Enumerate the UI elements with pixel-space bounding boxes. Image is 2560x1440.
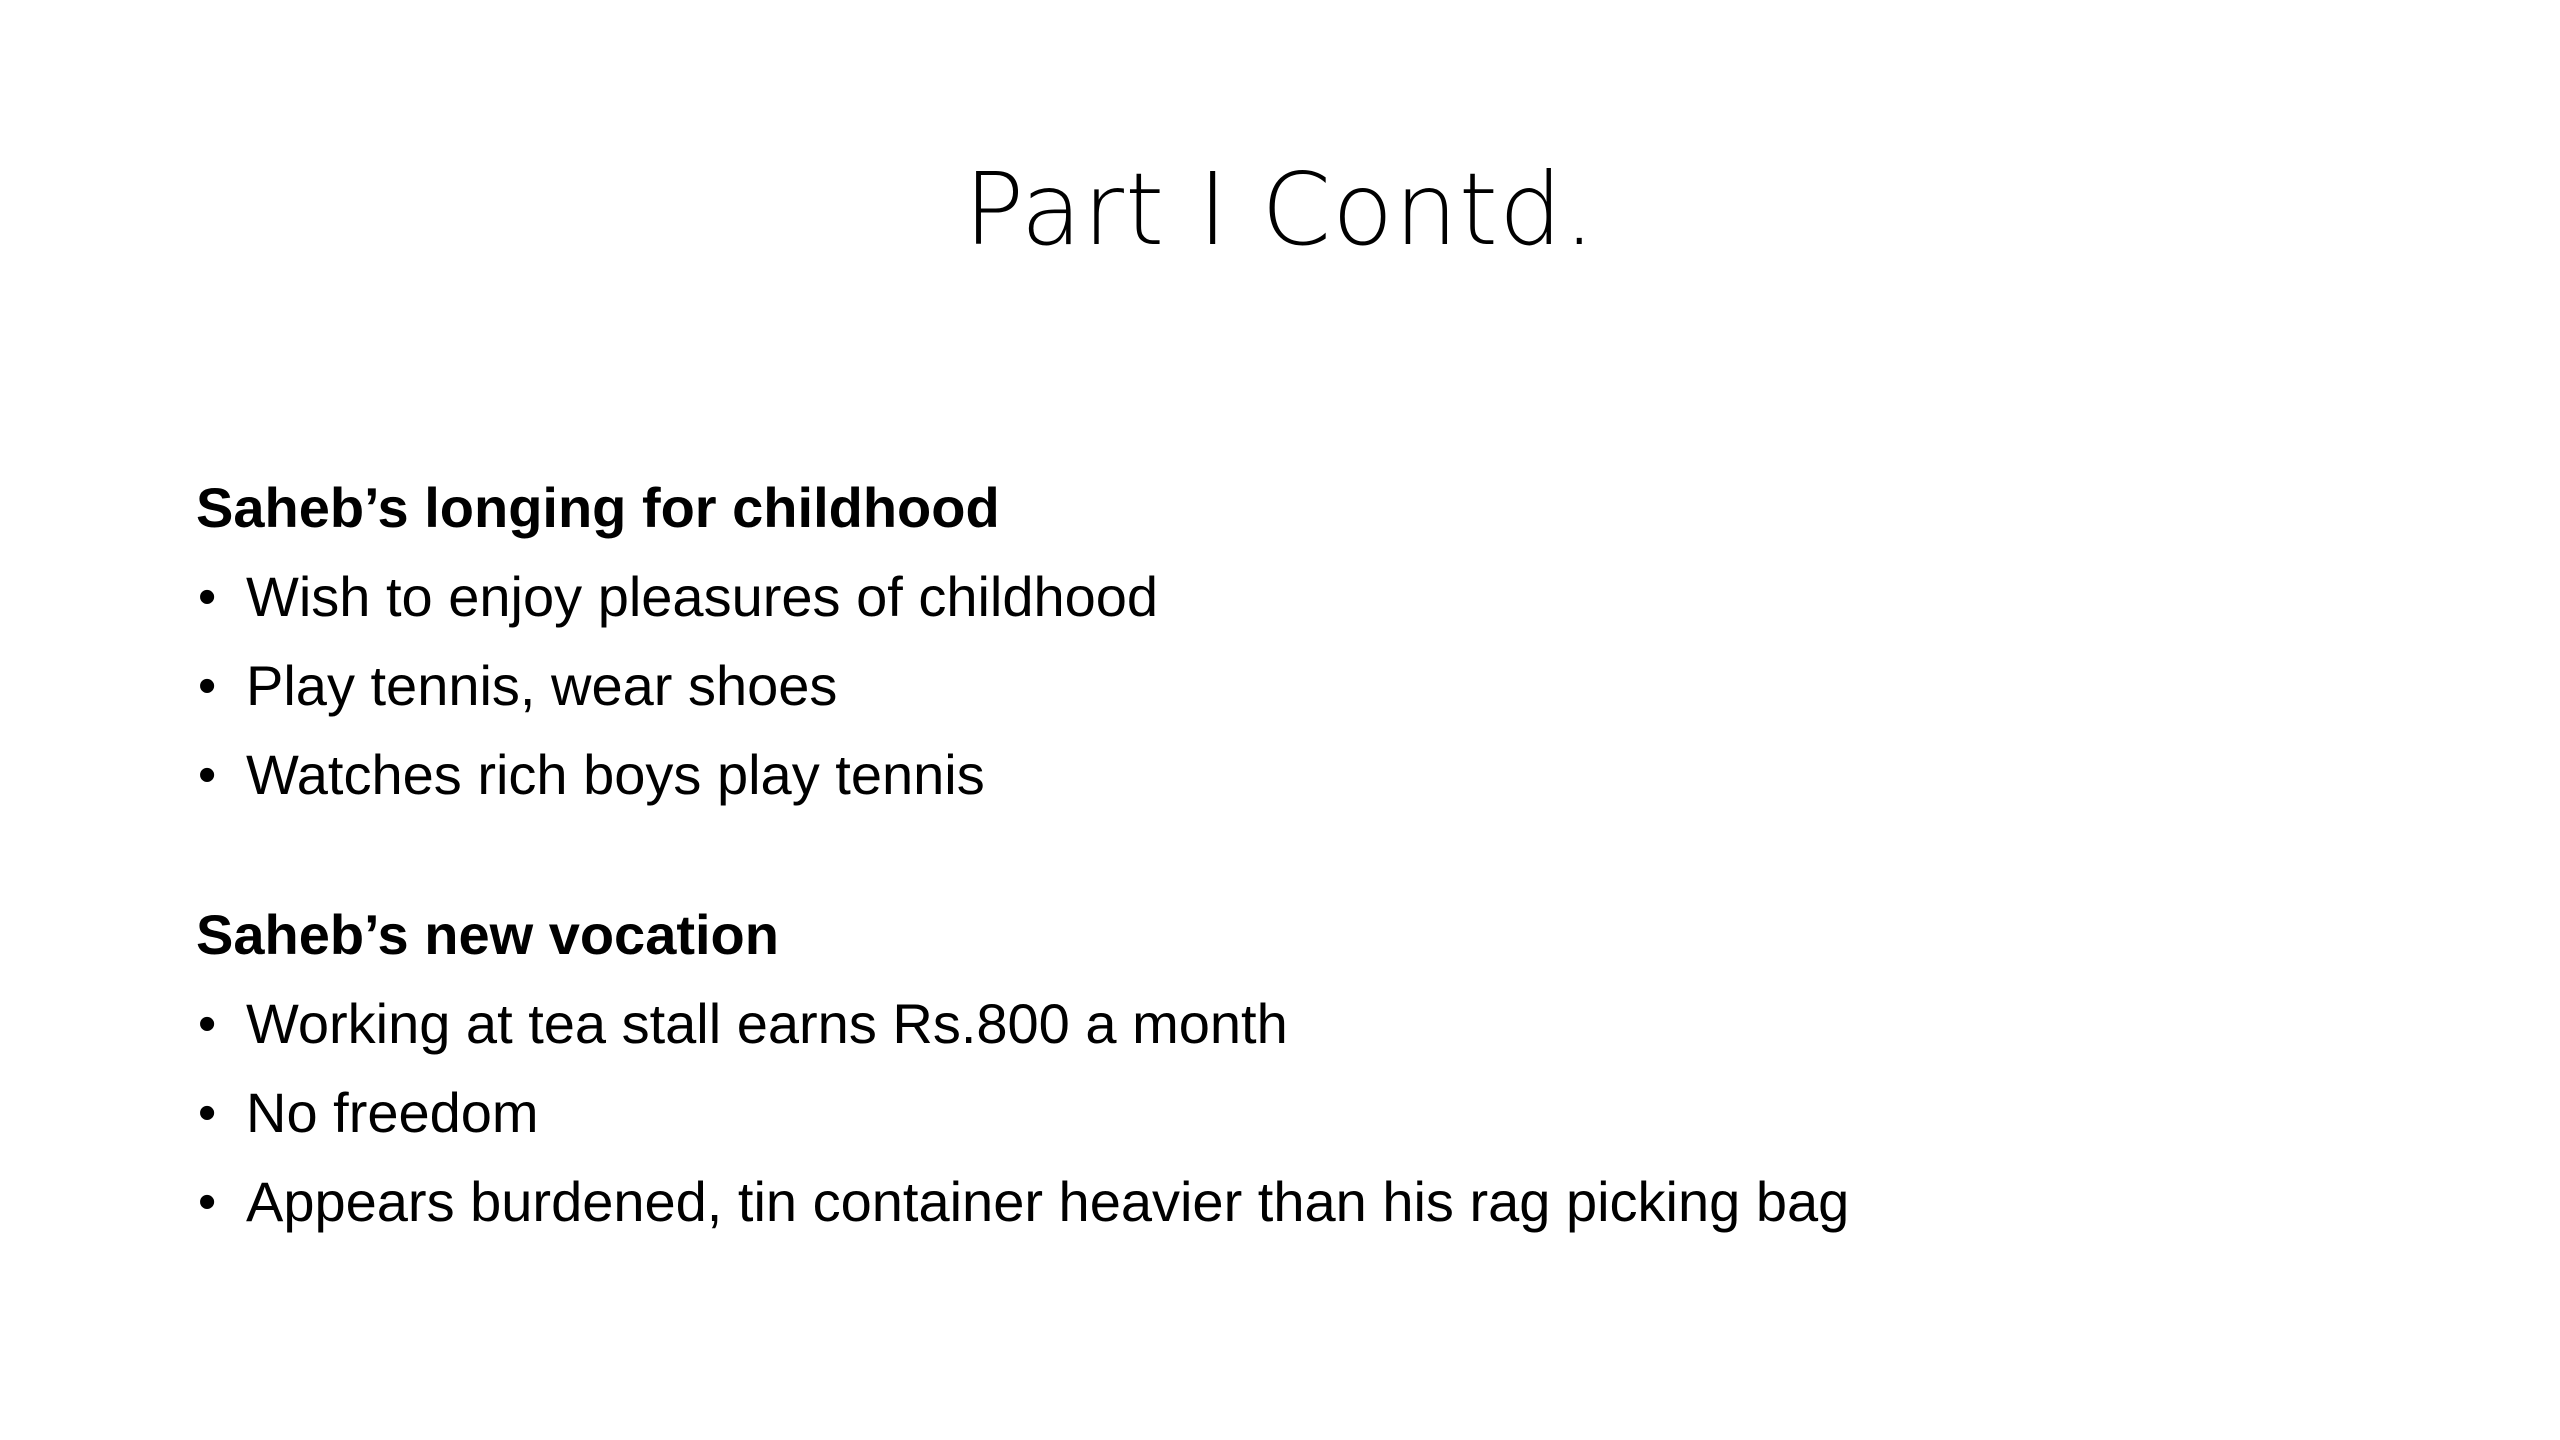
bullet-text: Appears burdened, tin container heavier than his rag picking bag bbox=[246, 1170, 1850, 1233]
bullet-list bbox=[196, 988, 2396, 1238]
section-new-vocation bbox=[196, 899, 2396, 1238]
bullet-icon: • bbox=[198, 568, 217, 626]
bullet-icon: • bbox=[198, 1173, 217, 1231]
bullet-item bbox=[196, 561, 2396, 633]
slide-content bbox=[196, 472, 2396, 1238]
bullet-text: No freedom bbox=[246, 1081, 539, 1144]
slide-title: Part I Contd. bbox=[963, 151, 1597, 268]
bullet-icon: • bbox=[198, 657, 217, 715]
section-longing-for-childhood bbox=[196, 472, 2396, 811]
bullet-item bbox=[196, 650, 2396, 722]
bullet-item bbox=[196, 1166, 2396, 1238]
bullet-text: Wish to enjoy pleasures of childhood bbox=[246, 565, 1159, 628]
bullet-list bbox=[196, 561, 2396, 811]
bullet-text: Working at tea stall earns Rs.800 a month bbox=[246, 992, 1288, 1055]
bullet-item bbox=[196, 988, 2396, 1060]
bullet-icon: • bbox=[198, 995, 217, 1053]
bullet-icon: • bbox=[198, 1084, 217, 1142]
section-heading: Saheb’s longing for childhood bbox=[196, 476, 1000, 539]
bullet-text: Play tennis, wear shoes bbox=[246, 654, 838, 717]
section-heading: Saheb’s new vocation bbox=[196, 903, 779, 966]
bullet-text: Watches rich boys play tennis bbox=[246, 743, 985, 806]
bullet-item bbox=[196, 1077, 2396, 1149]
bullet-icon: • bbox=[198, 746, 217, 804]
bullet-item bbox=[196, 739, 2396, 811]
